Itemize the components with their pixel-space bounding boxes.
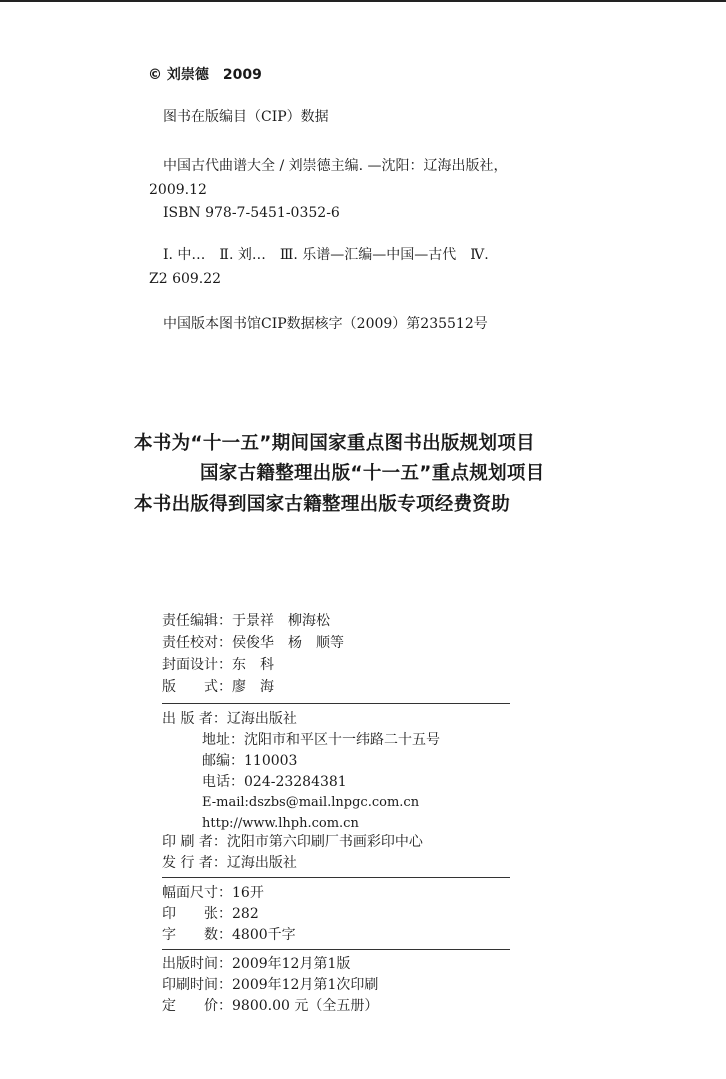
publisher-label: 出 版 者： bbox=[162, 711, 227, 727]
cip-subjects-line1: Ⅰ. 中… Ⅱ. 刘… Ⅲ. 乐谱—汇编—中国—古代 Ⅳ. bbox=[163, 247, 489, 263]
edition-value: 2009年12月第1版 bbox=[232, 956, 351, 972]
format-sheets bbox=[162, 905, 259, 923]
publisher-address: 地址：沈阳市和平区十一纬路二十五号 bbox=[202, 732, 440, 748]
edition-value: 9800.00 元（全五册） bbox=[232, 998, 379, 1014]
divider bbox=[162, 703, 510, 704]
copyright-notice: © 刘崇德 2009 bbox=[148, 67, 262, 83]
staff-value: 侯俊华 杨 顺等 bbox=[232, 635, 344, 651]
publisher-row bbox=[162, 710, 297, 728]
staff-value: 廖 海 bbox=[232, 679, 274, 695]
staff-label: 封面设计： bbox=[162, 657, 232, 673]
distributor-row bbox=[162, 854, 297, 872]
staff-value: 东 科 bbox=[232, 657, 274, 673]
edition-value: 2009年12月第1次印刷 bbox=[232, 977, 379, 993]
format-label: 幅面尺寸： bbox=[162, 885, 232, 901]
edition-print-date bbox=[162, 976, 378, 994]
cip-entry-line2: 2009.12 bbox=[149, 182, 207, 198]
cip-entry-line1: 中国古代曲谱大全 / 刘崇德主编. —沈阳：辽海出版社， bbox=[163, 158, 508, 174]
cip-subjects-line2: Z2 609.22 bbox=[149, 271, 222, 287]
format-word-count bbox=[162, 926, 296, 944]
staff-editor bbox=[162, 612, 330, 630]
staff-label: 责任编辑： bbox=[162, 613, 232, 629]
printer-label: 印 刷 者： bbox=[162, 834, 227, 850]
edition-label: 出版时间： bbox=[162, 956, 232, 972]
distributor-label: 发 行 者： bbox=[162, 855, 227, 871]
edition-publish-date bbox=[162, 955, 350, 973]
publisher-email: E-mail:dszbs@mail.lnpgc.com.cn bbox=[202, 795, 420, 810]
distributor-value: 辽海出版社 bbox=[226, 855, 297, 871]
staff-proofreader bbox=[162, 634, 344, 652]
format-value: 4800千字 bbox=[232, 927, 296, 943]
format-value: 282 bbox=[232, 906, 259, 922]
staff-value: 于景祥 柳海松 bbox=[232, 613, 330, 629]
format-label: 印 张： bbox=[162, 906, 232, 922]
cip-heading: 图书在版编目（CIP）数据 bbox=[163, 109, 329, 125]
divider bbox=[162, 877, 510, 878]
cip-core-number: 中国版本图书馆CIP数据核字（2009）第235512号 bbox=[163, 316, 488, 332]
format-size bbox=[162, 884, 264, 902]
project-line-3: 本书出版得到国家古籍整理出版专项经费资助 bbox=[134, 494, 511, 515]
top-border bbox=[0, 0, 726, 2]
staff-label: 责任校对： bbox=[162, 635, 232, 651]
divider bbox=[162, 949, 510, 950]
publisher-postcode: 邮编：110003 bbox=[202, 753, 298, 769]
staff-label: 版 式： bbox=[162, 679, 232, 695]
publisher-value: 辽海出版社 bbox=[226, 711, 297, 727]
printer-value: 沈阳市第六印刷厂书画彩印中心 bbox=[226, 834, 423, 850]
edition-price bbox=[162, 997, 378, 1015]
staff-cover-design bbox=[162, 656, 274, 674]
project-line-1: 本书为“十一五”期间国家重点图书出版规划项目 bbox=[134, 433, 535, 454]
publisher-website: http://www.lhph.com.cn bbox=[202, 816, 359, 831]
format-value: 16开 bbox=[232, 885, 264, 901]
format-label: 字 数： bbox=[162, 927, 232, 943]
project-line-2: 国家古籍整理出版“十一五”重点规划项目 bbox=[200, 463, 545, 484]
staff-layout bbox=[162, 678, 274, 696]
edition-label: 印刷时间： bbox=[162, 977, 232, 993]
printer-row bbox=[162, 833, 423, 851]
publisher-phone: 电话：024-23284381 bbox=[202, 774, 347, 790]
isbn: ISBN 978-7-5451-0352-6 bbox=[163, 205, 340, 221]
edition-label: 定 价： bbox=[162, 998, 232, 1014]
